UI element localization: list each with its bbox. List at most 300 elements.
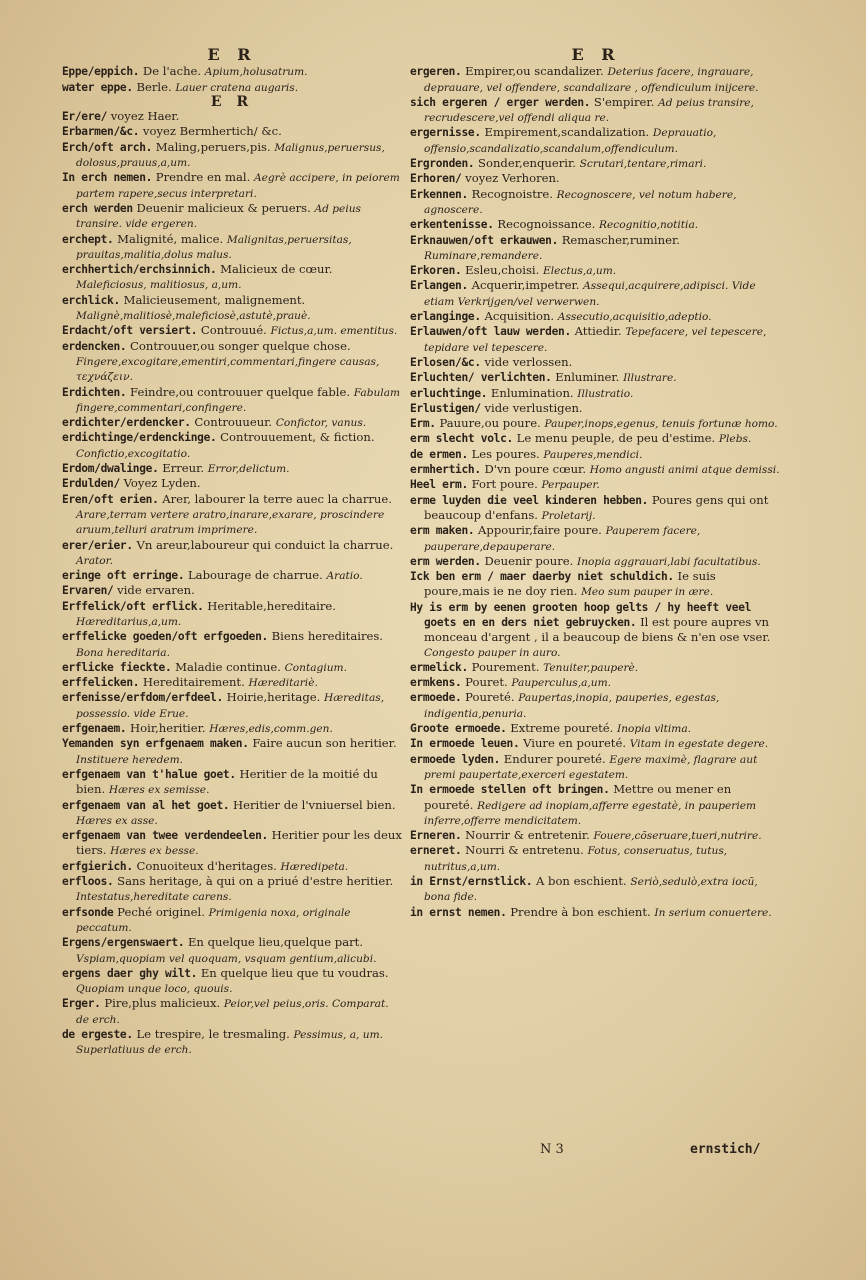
french-gloss: Poures gens qui ont beaucoup d'enfans.	[424, 492, 769, 522]
latin-gloss: Homo angusti animi atque demissi.	[589, 464, 780, 477]
latin-gloss: Primigenia noxa, originale peccatum.	[76, 906, 351, 934]
headword: erffelicke goeden/oft erfgoeden.	[62, 630, 268, 644]
headword: erfgenaem.	[62, 722, 127, 736]
left-entries	[62, 109, 402, 1057]
dictionary-entry	[410, 278, 782, 309]
dictionary-entry	[62, 415, 402, 430]
latin-gloss: Congesto pauper in auro.	[424, 646, 561, 659]
dictionary-entry	[410, 523, 782, 554]
dictionary-entry	[62, 629, 402, 660]
french-gloss: Prendre en mal.	[155, 170, 251, 185]
catchword: ernstich/	[690, 1142, 761, 1157]
latin-gloss: Pauperculus,a,um.	[511, 677, 611, 690]
french-gloss: Heritier de la moitié du bien.	[76, 766, 378, 797]
headword: eringe oft erringe.	[62, 569, 185, 583]
latin-gloss: Deterius facere, ingrauare, deprauare, vel offendere, scandalizare , offendiculum inijcere.	[424, 66, 759, 94]
latin-gloss: Malignè,malitiosè,maleficiosè,astutè,prauè.	[76, 310, 311, 323]
headword: erlanginge.	[410, 310, 481, 324]
latin-gloss: Malignus,peruersus, dolosus,prauus,a,um.	[76, 141, 385, 170]
french-gloss: Recognoissance.	[497, 217, 596, 232]
dictionary-entry	[62, 538, 402, 569]
french-gloss: Nourrir & entretenir.	[465, 828, 590, 843]
headword: ermhertich.	[410, 463, 481, 477]
french-gloss: Faire aucun son heritier.	[252, 736, 397, 751]
dictionary-entry	[410, 125, 782, 156]
headword: erm maken.	[410, 524, 475, 538]
dictionary-entry	[62, 874, 402, 905]
dictionary-entry	[62, 430, 402, 461]
dictionary-entry	[410, 355, 782, 370]
latin-gloss: Contagium.	[284, 661, 347, 674]
dictionary-entry	[410, 736, 782, 751]
headword: erfgenaem van al het goet.	[62, 798, 230, 812]
right-column	[410, 45, 782, 920]
dictionary-entry	[410, 156, 782, 171]
dictionary-entry	[62, 690, 402, 721]
headword: Eren/oft erien.	[62, 492, 159, 506]
headword: Erkennen.	[410, 187, 468, 201]
latin-gloss: Hæres ex semisse.	[108, 784, 210, 797]
french-gloss: Pauure,ou poure.	[439, 416, 541, 431]
dictionary-entry	[410, 752, 782, 783]
dictionary-entry	[410, 309, 782, 324]
dictionary-entry	[410, 462, 782, 477]
french-gloss: Controuueur.	[194, 415, 273, 430]
headword: In ermoede stellen oft bringen.	[410, 783, 610, 797]
french-gloss: vide ervaren.	[117, 583, 195, 598]
french-gloss: Enlumination.	[490, 385, 574, 400]
dictionary-entry	[410, 187, 782, 218]
latin-gloss: Confictor, vanus.	[275, 417, 367, 430]
latin-gloss: Assecutio,acquisitio,adeptio.	[557, 311, 712, 324]
right-entries	[410, 64, 782, 920]
dictionary-entry	[410, 386, 782, 401]
dictionary-entry	[410, 569, 782, 600]
french-gloss: Controuué.	[200, 323, 267, 338]
dictionary-entry	[62, 64, 402, 79]
latin-gloss: Meo sum pauper in ære.	[581, 586, 714, 599]
french-gloss: Remascher,ruminer.	[561, 232, 680, 247]
left-column	[62, 45, 402, 1058]
headword: ermoede lyden.	[410, 752, 501, 766]
french-gloss: Viure en poureté.	[523, 736, 627, 751]
dictionary-entry	[410, 370, 782, 385]
dictionary-entry	[62, 966, 402, 997]
french-gloss: Malicieux de cœur.	[220, 262, 333, 277]
french-gloss: Controuuer,ou songer quelque chose.	[130, 338, 351, 353]
headword: Hy is erm by eenen grooten hoop gelts / hy heeft veel goets en en ders niet gebruycken.	[410, 600, 752, 629]
dictionary-entry	[410, 874, 782, 905]
column-header: E R	[571, 45, 621, 64]
dictionary-entry	[62, 859, 402, 874]
latin-gloss: Tepefacere, vel tepescere, tepidare vel tepescere.	[424, 326, 767, 354]
french-gloss: Fort poure.	[471, 477, 538, 492]
french-gloss: Prendre à bon eschient.	[510, 904, 651, 919]
dictionary-entry	[62, 660, 402, 675]
french-gloss: Labourage de charrue.	[187, 568, 323, 583]
french-gloss: Voyez Lyden.	[123, 476, 201, 491]
french-gloss: vide verlustigen.	[484, 400, 583, 415]
french-gloss: En quelque lieu,quelque part.	[187, 935, 364, 950]
french-gloss: Biens hereditaires.	[271, 629, 383, 644]
french-gloss: Nourri & entretenu.	[465, 843, 584, 858]
french-gloss: D'vn poure cœur.	[484, 462, 587, 477]
dictionary-entry	[410, 905, 782, 920]
headword: erfgenaem van twee verdendeelen.	[62, 829, 268, 843]
headword: erdichter/erdencker.	[62, 416, 191, 430]
french-gloss: Empirement,scandalization.	[484, 125, 650, 140]
headword: erfloos.	[62, 875, 114, 889]
french-gloss: Feindre,ou controuuer quelque fable.	[130, 384, 351, 399]
latin-gloss: Electus,a,um.	[543, 265, 617, 278]
french-gloss: Le trespire, le tresmaling.	[136, 1027, 290, 1041]
french-gloss: Enluminer.	[555, 370, 620, 385]
headword: erm werden.	[410, 554, 481, 568]
headword: erluchtinge.	[410, 386, 488, 400]
headword: ermkens.	[410, 676, 462, 690]
french-gloss: Sans heritage, à qui on a priué d'estre heritier.	[117, 874, 394, 889]
headword: In erch nemen.	[62, 171, 153, 185]
headword: Er/ere/	[62, 110, 108, 124]
dictionary-entry	[410, 600, 782, 660]
french-gloss: voyez Bermhertich/ &c.	[142, 124, 282, 139]
french-gloss: Appourir,faire poure.	[478, 523, 602, 538]
french-gloss: vide verlossen.	[484, 354, 573, 369]
headword: Erkoren.	[410, 264, 462, 278]
dictionary-entry	[410, 447, 782, 462]
dictionary-entry	[62, 568, 402, 583]
dictionary-entry	[62, 599, 402, 630]
headword: Erhoren/	[410, 172, 462, 186]
headword: Ervaren/	[62, 584, 114, 598]
latin-gloss: Egere maximè, flagrare aut premi paupertate,exerceri egestatem.	[424, 753, 758, 781]
latin-gloss: Peior,vel peius,oris. Comparat. de erch.	[76, 998, 389, 1026]
latin-gloss: Hæreditas, possessio. vide Erue.	[76, 692, 385, 720]
dictionary-entry	[410, 660, 782, 675]
headword: Erch/oft arch.	[62, 140, 153, 154]
headword: erdichtinge/erdenckinge.	[62, 431, 217, 445]
dictionary-entry	[62, 905, 402, 936]
french-gloss: Conuoiteux d'heritages.	[136, 858, 277, 873]
dictionary-entry	[410, 477, 782, 492]
headword: Erdichten.	[62, 385, 127, 399]
dictionary-entry	[410, 843, 782, 874]
dictionary-entry	[410, 324, 782, 355]
headword: erchept.	[62, 232, 114, 246]
french-gloss: Pire,plus malicieux.	[104, 996, 221, 1011]
french-gloss: S'empirer.	[593, 94, 655, 109]
section-mark: E R	[210, 93, 254, 110]
french-gloss: voyez Haer.	[110, 109, 180, 124]
latin-gloss: Lauer cratena augaris.	[175, 81, 299, 94]
latin-gloss: Arare,terram vertere aratro,inarare,exarare, proscindere aruum,telluri aratrum imprimere.	[76, 508, 385, 537]
latin-gloss: Illustratio.	[577, 387, 634, 400]
french-gloss: Acquisition.	[484, 309, 555, 324]
french-gloss: En quelque lieu que tu voudras.	[200, 965, 389, 980]
latin-gloss: Hæredipeta.	[280, 860, 349, 873]
french-gloss: Malignité, malice.	[117, 231, 224, 246]
headword: Erm.	[410, 417, 436, 431]
dictionary-entry	[62, 293, 402, 324]
latin-gloss: Hæres,edis,comm.gen.	[209, 723, 333, 736]
dictionary-entry	[62, 262, 402, 293]
latin-gloss: Quopiam unque loco, quouis.	[76, 983, 233, 996]
french-gloss: Il est poure aupres vn monceau d'argent , il a beaucoup de biens & n'en ose vser.	[424, 614, 771, 645]
headword: erme luyden die veel kinderen hebben.	[410, 493, 649, 507]
latin-gloss: Inopia vltima.	[617, 723, 692, 736]
dictionary-entry	[62, 721, 402, 736]
dictionary-entry	[62, 323, 402, 338]
headword: water eppe.	[62, 80, 133, 94]
dictionary-entry	[410, 217, 782, 232]
french-gloss: Maladie continue.	[175, 659, 281, 674]
latin-gloss: Paupertas,inopia, pauperies, egestas, indigentia,penuria.	[424, 692, 720, 720]
latin-gloss: Malignitas,peruersitas, prauitas,malitia,dolus malus.	[76, 233, 352, 261]
column-header: E R	[207, 45, 257, 64]
latin-gloss: Deprauatio, offensio,scandalizatio,scandalum,offendiculum.	[424, 127, 717, 155]
french-gloss: Le menu peuple, de peu d'estime.	[516, 431, 716, 446]
headword: Erdulden/	[62, 477, 120, 491]
headword: in ernst nemen.	[410, 905, 507, 919]
headword: ergernisse.	[410, 126, 481, 140]
latin-gloss: Ruminare,remandere.	[424, 249, 543, 262]
french-gloss: Recognoistre.	[471, 186, 553, 201]
dictionary-entry	[62, 492, 402, 538]
dictionary-entry	[410, 782, 782, 828]
latin-gloss: Hæres ex asse.	[76, 814, 158, 827]
dictionary-entry	[62, 996, 402, 1027]
headword: Erlangen.	[410, 279, 468, 293]
latin-gloss: Inopia aggrauari,labi facultatibus.	[577, 555, 761, 568]
headword: Erknauwen/oft erkauwen.	[410, 233, 559, 247]
headword: erfgierich.	[62, 859, 133, 873]
latin-gloss: Apium,holusatrum.	[204, 66, 308, 79]
french-gloss: Endurer poureté.	[503, 751, 606, 766]
dictionary-entry	[62, 170, 402, 201]
french-gloss: Poureté.	[465, 690, 515, 705]
headword: Heel erm.	[410, 478, 468, 492]
latin-gloss: Aratio.	[326, 570, 363, 583]
dictionary-entry	[62, 767, 402, 798]
dictionary-entry	[410, 416, 782, 431]
french-gloss: Attiedir.	[574, 324, 622, 339]
latin-gloss: Maleficiosus, malitiosus, a,um.	[76, 279, 242, 292]
headword: ergeren.	[410, 65, 462, 79]
headword: de ergeste.	[62, 1028, 133, 1041]
latin-gloss: Fabulam fingere,commentari,confingere.	[76, 386, 401, 414]
latin-gloss: Error,delictum.	[207, 463, 290, 476]
french-gloss: Hereditairement.	[142, 675, 245, 690]
latin-gloss: Bona hereditaria.	[76, 646, 170, 659]
latin-gloss: Proletarij.	[541, 509, 596, 522]
headword: sich ergeren / erger werden.	[410, 95, 591, 109]
headword: erchhertich/erchsinnich.	[62, 263, 217, 277]
dictionary-entry	[62, 798, 402, 829]
headword: Erlosen/&c.	[410, 355, 481, 369]
dictionary-entry	[62, 201, 402, 232]
latin-gloss: Scrutari,tentare,rimari.	[579, 158, 707, 171]
latin-gloss: Vitam in egestate degere.	[629, 738, 769, 751]
french-gloss: Ie suis poure,mais ie ne doy rien.	[424, 569, 716, 599]
latin-gloss: Hæres ex besse.	[110, 845, 199, 858]
dictionary-entry	[410, 64, 782, 95]
latin-gloss: Redigere ad inopiam,afferre egestatè, in pauperiem inferre,offerre mendicitatem.	[424, 799, 757, 827]
headword: Ick ben erm / maer daerby niet schuldich.	[410, 570, 674, 584]
dictionary-entry	[62, 232, 402, 263]
headword: Erffelick/oft erflick.	[62, 599, 204, 613]
dictionary-entry	[62, 828, 402, 859]
latin-gloss: Perpauper.	[541, 479, 600, 492]
dictionary-entry	[62, 935, 402, 966]
dictionary-entry	[410, 401, 782, 416]
latin-gloss: Fotus, conseruatus, tutus, nutritus,a,um.	[424, 845, 728, 873]
french-gloss: Extreme poureté.	[510, 721, 614, 736]
headword: Ergronden.	[410, 157, 475, 171]
dictionary-entry	[410, 493, 782, 524]
headword: Erdom/dwalinge.	[62, 462, 159, 476]
french-gloss: A bon eschient.	[535, 874, 627, 889]
french-gloss: Heritier pour les deux tiers.	[76, 828, 402, 858]
french-gloss: De l'ache.	[142, 64, 202, 79]
latin-gloss: Assequi,acquirere,adipisci. Vide etiam Verkrijgen/vel verwerwen.	[424, 280, 756, 308]
headword: erflicke fieckte.	[62, 660, 172, 674]
headword: erffelicken.	[62, 676, 140, 690]
dictionary-entry	[410, 95, 782, 126]
headword: ergens daer ghy wilt.	[62, 966, 198, 980]
latin-gloss: Confictio,excogitatio.	[76, 447, 191, 460]
left-top-entries	[62, 64, 402, 95]
headword: ermelick.	[410, 660, 468, 674]
latin-gloss: Ad peius transire, recrudescere,vel offendi aliqua re.	[424, 96, 754, 125]
headword: Erdacht/oft versiert.	[62, 324, 198, 338]
dictionary-entry	[62, 476, 402, 491]
french-gloss: Empirer,ou scandalizer.	[465, 64, 604, 79]
french-gloss: Sonder,enquerir.	[478, 156, 576, 171]
latin-gloss: Plebs.	[718, 433, 752, 446]
dictionary-entry	[62, 461, 402, 476]
headword: Erlauwen/oft lauw werden.	[410, 325, 571, 339]
dictionary-entry	[62, 80, 402, 95]
french-gloss: Deuenir poure.	[484, 553, 574, 568]
french-gloss: Erreur.	[162, 461, 205, 476]
latin-gloss: In serium conuertere.	[654, 906, 772, 919]
latin-gloss: Pauper,inops,egenus, tenuis fortunæ homo.	[544, 418, 778, 431]
headword: erm slecht volc.	[410, 432, 513, 446]
dictionary-entry	[62, 583, 402, 598]
french-gloss: Deuenir malicieux & peruers.	[136, 200, 311, 215]
headword: erdencken.	[62, 339, 127, 353]
dictionary-entry	[410, 828, 782, 843]
headword: Erluchten/ verlichten.	[410, 371, 552, 385]
headword: erkentenisse.	[410, 218, 494, 232]
latin-gloss: Hæreditarius,a,um.	[76, 615, 182, 628]
dictionary-entry	[62, 736, 402, 767]
french-gloss: Mettre ou mener en poureté.	[424, 782, 732, 812]
dictionary-entry	[410, 431, 782, 446]
headword: erfenisse/erfdom/erfdeel.	[62, 691, 223, 705]
french-gloss: Esleu,choisi.	[465, 263, 540, 278]
headword: Groote ermoede.	[410, 722, 507, 736]
dictionary-entry	[62, 109, 402, 124]
latin-gloss: Arator.	[76, 554, 113, 567]
headword: erer/erier.	[62, 538, 133, 552]
headword: ermoede.	[410, 691, 462, 705]
latin-gloss: Pauperes,mendici.	[543, 448, 643, 461]
headword: Erbarmen/&c.	[62, 125, 140, 139]
headword: Ergens/ergenswaert.	[62, 936, 185, 950]
headword: erneret.	[410, 844, 462, 858]
latin-gloss: Ad peius transire. vide ergeren.	[76, 202, 361, 231]
latin-gloss: Illustrare.	[623, 372, 677, 385]
dictionary-entry	[410, 171, 782, 186]
dictionary-entry	[62, 1027, 402, 1058]
headword: de ermen.	[410, 447, 468, 461]
latin-gloss: Seriò,sedulò,extra iocũ, bona fide.	[424, 876, 758, 904]
latin-gloss: Fouere,cõseruare,tueri,nutrire.	[593, 830, 762, 843]
latin-gloss: Vspiam,quopiam vel quoquam, vsquam gentium,alicubi.	[76, 952, 377, 965]
latin-gloss: Pessimus, a, um. Superlatiuus de erch.	[76, 1029, 384, 1057]
french-gloss: Heritier de l'vniuersel bien.	[233, 797, 396, 812]
headword: Erger.	[62, 997, 101, 1011]
french-gloss: Heritable,hereditaire.	[207, 598, 336, 613]
french-gloss: Peché originel.	[117, 904, 205, 919]
dictionary-entry	[62, 675, 402, 690]
dictionary-entry	[410, 690, 782, 721]
headword: erch werden	[62, 201, 133, 215]
dictionary-entry	[410, 554, 782, 569]
dictionary-entry	[62, 124, 402, 139]
french-gloss: voyez Verhoren.	[465, 171, 560, 186]
headword: In ermoede leuen.	[410, 737, 520, 751]
french-gloss: Malicieusement, malignement.	[123, 292, 306, 307]
latin-gloss: Hæreditariè.	[248, 677, 318, 690]
headword: erfsonde	[62, 905, 114, 919]
latin-gloss: Aegrè accipere, in peiorem partem rapere,secus interpretari.	[76, 172, 400, 200]
latin-gloss: Intestatus,hereditate carens.	[76, 891, 232, 904]
dictionary-entry	[410, 721, 782, 736]
latin-gloss: Fingere,excogitare,ementiri,commentari,fingere causas, τεχνάζειν.	[76, 355, 380, 384]
latin-gloss: Fictus,a,um. ementitus.	[270, 325, 398, 338]
dictionary-entry	[410, 263, 782, 278]
latin-gloss: Pauperem facere, pauperare,depauperare.	[424, 525, 701, 553]
french-gloss: Acquerir,impetrer.	[471, 278, 580, 293]
headword: erfgenaem van t'halue goet.	[62, 767, 236, 781]
french-gloss: Hoirie,heritage.	[226, 690, 321, 705]
signature-mark: N 3	[540, 1142, 564, 1157]
french-gloss: Controuuement, & fiction.	[220, 430, 375, 445]
latin-gloss: Recognitio,notitia.	[599, 219, 699, 232]
french-gloss: Berle.	[136, 79, 172, 94]
dictionary-entry	[410, 233, 782, 264]
french-gloss: Hoir,heritier.	[130, 721, 206, 736]
french-gloss: Vn areur,laboureur qui conduict la charrue.	[136, 537, 394, 552]
dictionary-entry	[410, 675, 782, 690]
dictionary-entry	[62, 140, 402, 171]
latin-gloss: Instituere heredem.	[76, 753, 184, 766]
french-gloss: Pourement.	[471, 659, 540, 674]
french-gloss: Pouret.	[465, 675, 508, 690]
dictionary-entry	[62, 339, 402, 385]
latin-gloss: Tenuiter,pauperè.	[543, 661, 639, 674]
headword: Erlustigen/	[410, 401, 481, 415]
headword: Yemanden syn erfgenaem maken.	[62, 737, 249, 751]
headword: erchlick.	[62, 293, 120, 307]
french-gloss: Arer, labourer la terre auec la charrue.	[162, 491, 392, 506]
french-gloss: Maling,peruers,pis.	[155, 139, 271, 154]
latin-gloss: Recognoscere, vel notum habere, agnoscere.	[424, 188, 737, 216]
headword: Eppe/eppich.	[62, 65, 140, 79]
dictionary-entry	[62, 385, 402, 416]
